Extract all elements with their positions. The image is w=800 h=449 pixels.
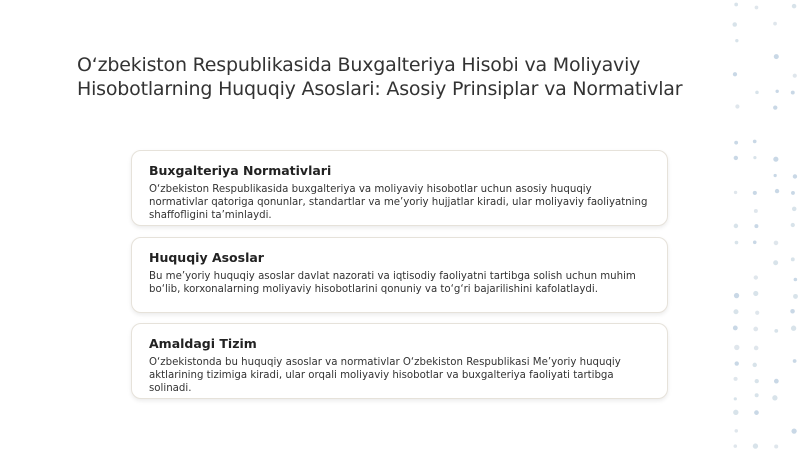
decorative-dot xyxy=(755,393,759,397)
decorative-dot xyxy=(792,4,797,9)
card-heading: Huquqiy Asoslar xyxy=(149,250,264,265)
decorative-dot xyxy=(791,91,795,95)
decorative-dot xyxy=(791,191,795,195)
decorative-dot xyxy=(790,309,795,314)
decorative-dot xyxy=(754,346,759,351)
decorative-dot xyxy=(773,105,777,109)
decorative-dot xyxy=(734,141,738,145)
card-current-system xyxy=(131,323,668,399)
decorative-dot xyxy=(754,410,759,415)
decorative-dot xyxy=(753,443,758,448)
decorative-dot xyxy=(791,223,795,227)
decorative-dot xyxy=(753,363,757,367)
card-body: O‘zbekiston Respublikasida buxgalteriya va moliyaviy hisobotlar uchun asosiy huquqiy normativlar qatoriga qonunlar, standartlar va me’yoriy hujjatlar kiradi, ular moliyaviy faoliyatning shaffofligini ta’minlaydi. xyxy=(149,184,648,221)
decorative-dot xyxy=(753,140,757,144)
decorative-dot xyxy=(735,104,739,108)
decorative-dot xyxy=(754,275,758,279)
decorative-dot xyxy=(794,278,798,282)
decorative-dot xyxy=(734,293,739,298)
decorative-dot xyxy=(734,397,737,400)
card-legal-basis xyxy=(131,237,668,313)
card-body: O‘zbekistonda bu huquqiy asoslar va normativlar O‘zbekiston Respublikasi Me’yoriy huquqiy aktlarining tizimiga kiradi, ular orqali moliyaviy hisobotlar va buxgalteriya faoliyati tartibga solinadi. xyxy=(149,357,621,394)
card-body: Bu me’yoriy huquqiy asoslar davlat nazorati va iqtisodiy faoliyatni tartibga solish uchun muhim bo‘lib, korxonalarning moliyaviy hisobotlarini qonuniy va to‘g‘ri bajarilishini kafolatlaydi. xyxy=(149,271,636,295)
decorative-dot xyxy=(734,224,739,229)
decorative-dot xyxy=(774,329,778,333)
decorative-dot xyxy=(735,429,738,432)
decorative-dot xyxy=(735,361,739,365)
decorative-dot xyxy=(793,74,797,78)
decorative-dot xyxy=(775,90,778,93)
card-accounting-standards xyxy=(131,150,668,226)
decorative-dot xyxy=(753,191,757,195)
decorative-dot xyxy=(735,39,738,42)
decorative-dot xyxy=(773,157,778,162)
decorative-dot xyxy=(774,241,779,246)
decorative-dot xyxy=(735,241,739,245)
decorative-dot xyxy=(733,309,738,314)
decorative-dot xyxy=(734,156,738,160)
decorative-dot xyxy=(754,224,758,228)
decorative-dot xyxy=(753,291,758,296)
decorative-dot xyxy=(773,260,778,265)
decorative-dot xyxy=(733,72,737,76)
decorative-dot xyxy=(793,359,797,363)
decorative-dot xyxy=(734,3,738,7)
decorative-dot xyxy=(753,327,758,332)
decorative-dot xyxy=(774,444,778,448)
decorative-dot xyxy=(793,294,798,299)
decorative-dot xyxy=(791,257,795,261)
decorative-dot xyxy=(791,428,796,433)
decorative-dot xyxy=(734,444,738,448)
decorative-dot-pattern xyxy=(720,0,800,449)
slide-title: O‘zbekiston Respublikasida Buxgalteriya Hisobi va Moliyaviy Hisobotlarning Huquqiy Asoslari: Asosiy Prinsiplar va Normativlar xyxy=(77,54,683,100)
decorative-dot xyxy=(755,91,759,95)
decorative-dot xyxy=(734,377,738,381)
decorative-dot xyxy=(774,54,779,59)
decorative-dot xyxy=(793,174,797,178)
decorative-dot xyxy=(772,395,777,400)
decorative-dot xyxy=(753,240,757,244)
decorative-dot xyxy=(753,156,756,159)
decorative-dot xyxy=(775,189,779,193)
card-heading: Amaldagi Tizim xyxy=(149,336,257,351)
decorative-dot xyxy=(754,209,758,213)
card-heading: Buxgalteriya Normativlari xyxy=(149,163,332,178)
decorative-dot xyxy=(755,379,759,383)
decorative-dot xyxy=(755,311,759,315)
decorative-dot xyxy=(774,174,777,177)
decorative-dot xyxy=(791,326,796,331)
decorative-dot xyxy=(732,22,736,26)
decorative-dot xyxy=(733,326,738,331)
decorative-dot xyxy=(734,345,739,350)
decorative-dot xyxy=(734,191,737,194)
decorative-dot xyxy=(755,6,759,10)
decorative-dot xyxy=(792,207,796,211)
decorative-dot xyxy=(774,379,779,384)
decorative-dot xyxy=(773,22,777,26)
decorative-dot xyxy=(733,410,738,415)
